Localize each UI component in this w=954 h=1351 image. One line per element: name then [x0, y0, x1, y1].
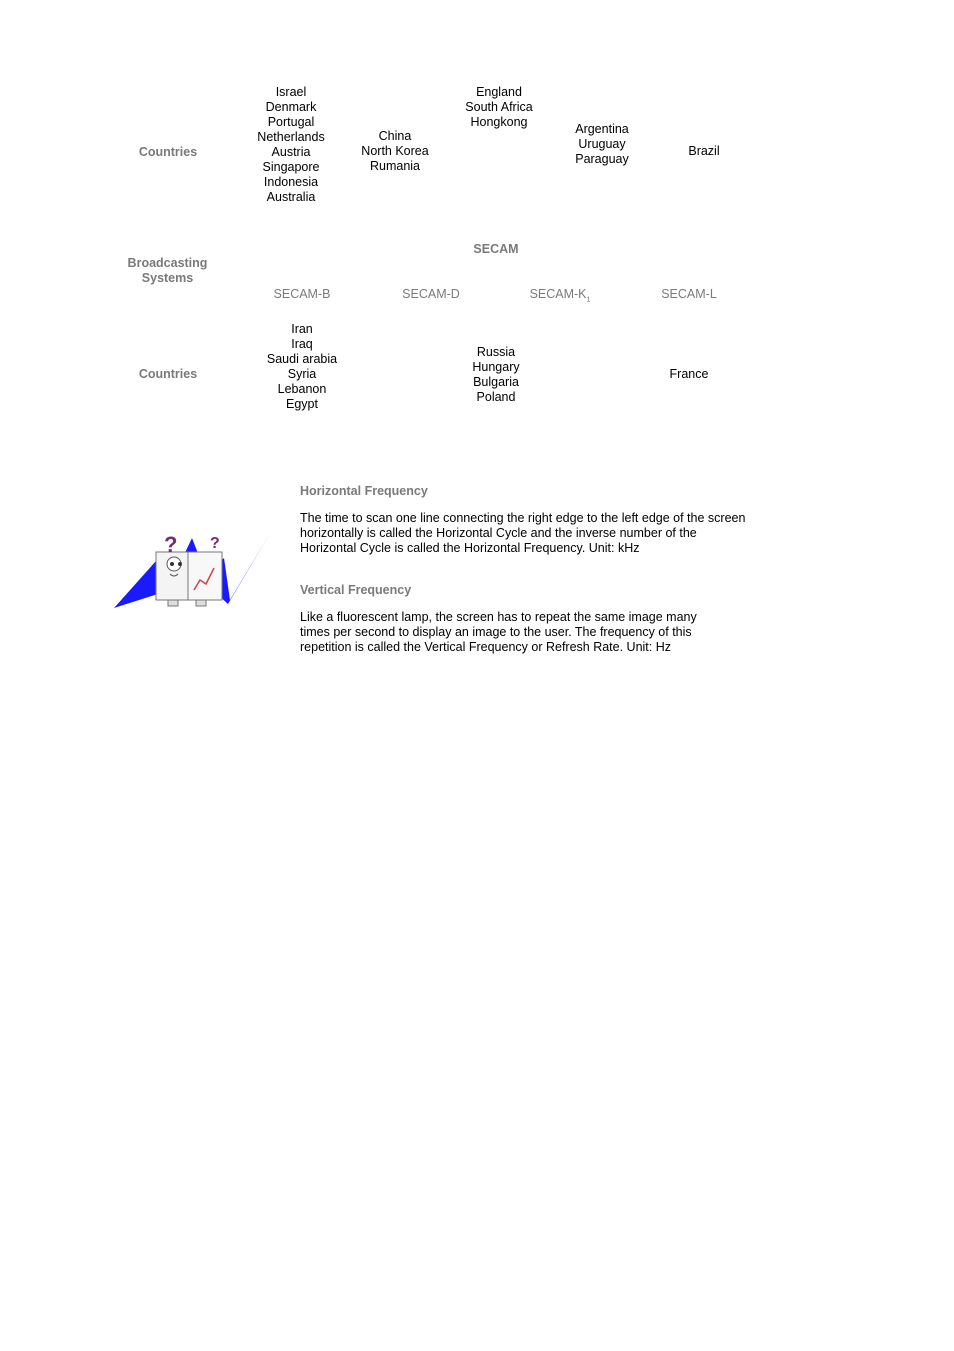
country-name: Israel	[275, 85, 307, 99]
country-name: Poland	[476, 390, 516, 404]
country-name: Egypt	[286, 397, 318, 411]
system-secam-d: SECAM-D	[402, 287, 460, 301]
country-name: Uruguay	[578, 137, 626, 151]
row-label-countries-1: Countries	[138, 145, 198, 159]
country-name: Argentina	[575, 122, 629, 136]
country-name: England	[476, 85, 522, 99]
row-label-broadcasting-systems	[110, 256, 225, 286]
country-name: Indonesia	[263, 175, 319, 189]
svg-text:?: ?	[164, 532, 178, 557]
country-name: Iran	[291, 322, 313, 336]
secam-countries-cell-3	[634, 367, 744, 382]
country-name: Australia	[266, 190, 316, 204]
country-name: Austria	[271, 145, 311, 159]
country-name: Portugal	[267, 115, 315, 129]
country-name: Iraq	[291, 337, 313, 351]
country-name: South Africa	[465, 100, 533, 114]
country-name: China	[378, 129, 412, 143]
secam-countries-cell-2	[441, 345, 551, 405]
countries-cell-1	[236, 85, 346, 205]
country-name: Netherlands	[257, 130, 325, 144]
country-name: Paraguay	[575, 152, 629, 166]
row-label-countries-2: Countries	[138, 367, 198, 381]
svg-text:?: ?	[210, 535, 220, 552]
country-name: Russia	[476, 345, 516, 359]
label-line: Systems	[141, 271, 194, 285]
secam-group-header: SECAM	[473, 242, 519, 256]
country-name: France	[669, 367, 709, 381]
term-heading-vertical-frequency: Vertical Frequency	[300, 583, 412, 597]
system-secam-l: SECAM-L	[661, 287, 717, 301]
system-secam-k1	[510, 287, 610, 304]
label-line: Broadcasting	[127, 256, 208, 270]
country-name: Rumania	[369, 159, 421, 173]
countries-cell-4	[547, 122, 657, 167]
countries-cell-2	[340, 129, 450, 174]
book-mascot-question-icon	[112, 522, 274, 612]
countries-cell-3	[444, 85, 554, 130]
system-name: SECAM-K	[529, 287, 587, 301]
country-name: Brazil	[688, 144, 720, 158]
term-body-vertical-frequency: Like a fluorescent lamp, the screen has to repeat the same image many times per second to display an image to the user. The frequency of this repetition is called the Vertical Frequency or Refresh Rate. Unit: Hz	[300, 610, 697, 654]
term-body-horizontal-frequency: The time to scan one line connecting the right edge to the left edge of the screen horizontally is called the Horizontal Cycle and the inverse number of the Horizontal Cycle is called the Horizontal Frequency. Unit: kHz	[300, 511, 746, 555]
country-name: Denmark	[265, 100, 317, 114]
countries-cell-5	[649, 144, 759, 159]
country-name: Singapore	[262, 160, 320, 174]
term-heading-horizontal-frequency: Horizontal Frequency	[300, 484, 428, 498]
country-name: Syria	[287, 367, 317, 381]
country-name: Hungary	[472, 360, 520, 374]
system-secam-b: SECAM-B	[273, 287, 331, 301]
country-name: Hongkong	[470, 115, 528, 129]
secam-countries-cell-1	[247, 322, 357, 412]
system-subscript: 1	[586, 296, 591, 304]
country-name: North Korea	[361, 144, 429, 158]
country-name: Saudi arabia	[266, 352, 338, 366]
country-name: Bulgaria	[473, 375, 519, 389]
country-name: Lebanon	[277, 382, 327, 396]
